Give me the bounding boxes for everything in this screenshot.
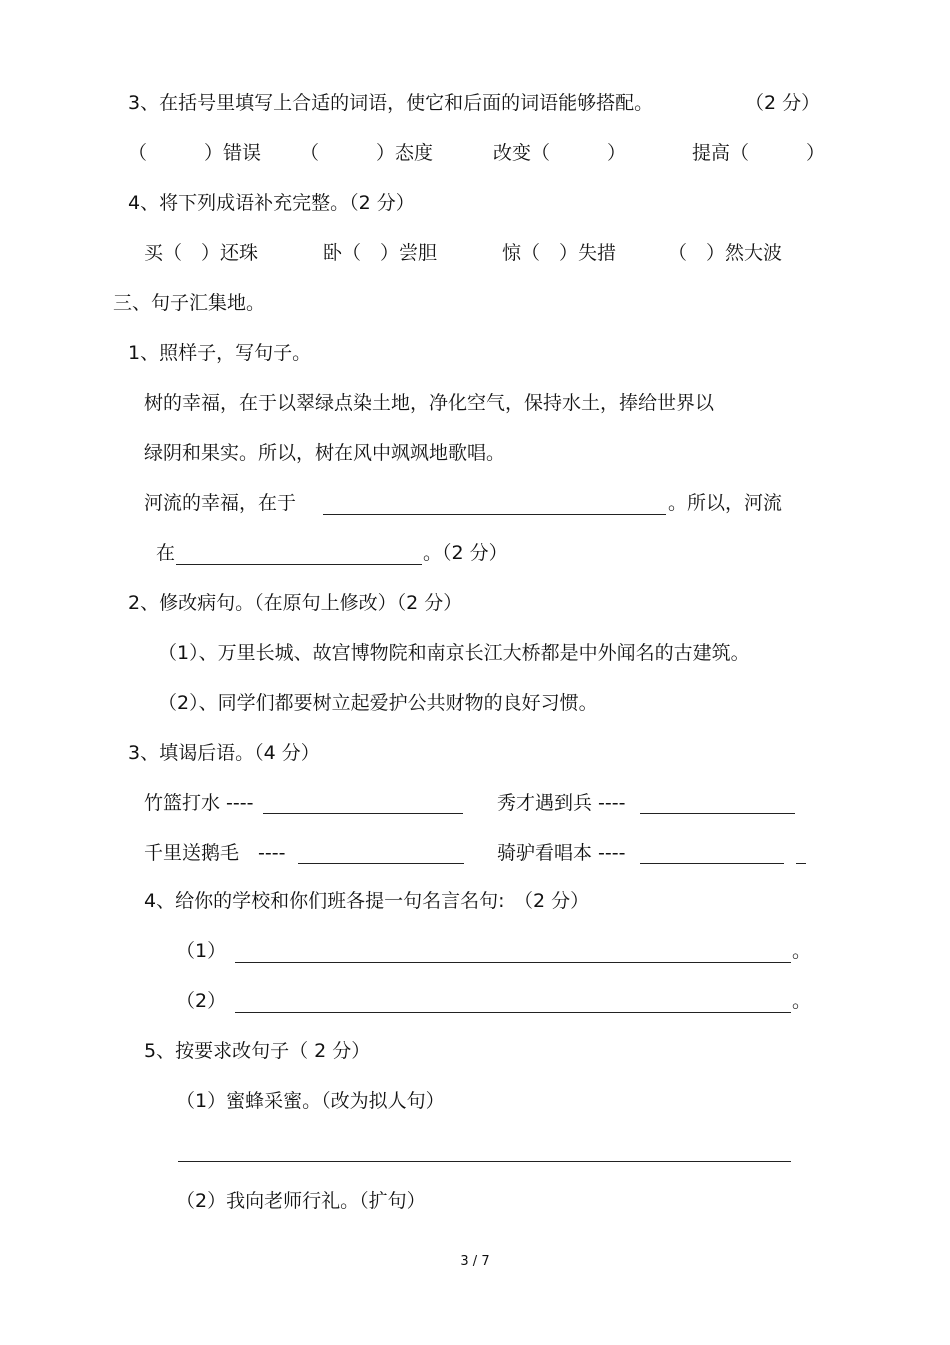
answer-blank[interactable] [263, 813, 463, 814]
s3-question-5-title: 5、按要求改句子（ 2 分） [144, 1040, 371, 1062]
answer-blank[interactable] [176, 564, 422, 565]
rewrite-task: （2）我向老师行礼。（扩句） [176, 1190, 426, 1212]
sentence-end: 。 [792, 990, 812, 1012]
answer-blank[interactable] [323, 514, 666, 515]
answer-blank[interactable] [178, 1161, 791, 1162]
answer-blank-stub [796, 863, 806, 864]
faulty-sentence: （1）、万里长城、故宫博物院和南京长江大桥都是中外闻名的古建筑。 [158, 642, 750, 664]
section-title: 三、句子汇集地。 [113, 292, 266, 314]
s3-question-2-title: 2、修改病句。（在原句上修改）（2 分） [128, 592, 463, 614]
xiehouyu-item: 骑驴看唱本 ---- [497, 842, 626, 864]
question-4-title: 4、将下列成语补充完整。（2 分） [128, 192, 415, 214]
idiom-item: （ ）然大波 [668, 242, 783, 264]
page-number: 3 / 7 [460, 1254, 490, 1269]
imitation-prompt: 河流的幸福，在于 [144, 492, 297, 514]
question-3-title: 3、在括号里填写上合适的词语，使它和后面的词语能够搭配。 [128, 92, 654, 114]
idiom-item: 卧（ ）尝胆 [323, 242, 438, 264]
imitation-prompt: 。所以，河流 [668, 492, 783, 514]
idiom-item: 惊（ ）失措 [502, 242, 617, 264]
answer-number: （2） [176, 990, 227, 1012]
answer-blank[interactable] [298, 863, 464, 864]
collocation-item: 提高（ ） [692, 142, 826, 164]
xiehouyu-item: 竹篮打水 ---- [144, 792, 254, 814]
answer-blank[interactable] [640, 863, 784, 864]
s3-question-3-title: 3、填谒后语。（4 分） [128, 742, 320, 764]
sentence-end: 。 [792, 940, 812, 962]
xiehouyu-item: 千里送鹅毛 ---- [144, 842, 286, 864]
imitation-prompt: 在 [156, 542, 176, 564]
imitation-score: 。（2 分） [423, 542, 508, 564]
idiom-item: 买（ ）还珠 [144, 242, 259, 264]
question-3-score: （2 分） [745, 92, 821, 114]
answer-number: （1） [176, 940, 227, 962]
answer-blank[interactable] [235, 1012, 791, 1013]
s3-question-1-title: 1、照样子，写句子。 [128, 342, 312, 364]
collocation-item: 改变（ ） [493, 142, 627, 164]
example-sentence-line: 树的幸福，在于以翠绿点染土地，净化空气，保持水土，捧给世界以 [144, 392, 715, 414]
s3-question-4-title: 4、给你的学校和你们班各提一句名言名句: （2 分） [144, 890, 590, 912]
xiehouyu-item: 秀才遇到兵 ---- [497, 792, 626, 814]
example-sentence-line: 绿阴和果实。所以，树在风中飒飒地歌唱。 [144, 442, 506, 464]
answer-blank[interactable] [235, 962, 791, 963]
faulty-sentence: （2）、同学们都要树立起爱护公共财物的良好习惯。 [158, 692, 598, 714]
answer-blank[interactable] [640, 813, 795, 814]
collocation-item: （ ）态度 [300, 142, 434, 164]
rewrite-task: （1）蜜蜂采蜜。（改为拟人句） [176, 1090, 445, 1112]
collocation-item: （ ）错误 [128, 142, 262, 164]
